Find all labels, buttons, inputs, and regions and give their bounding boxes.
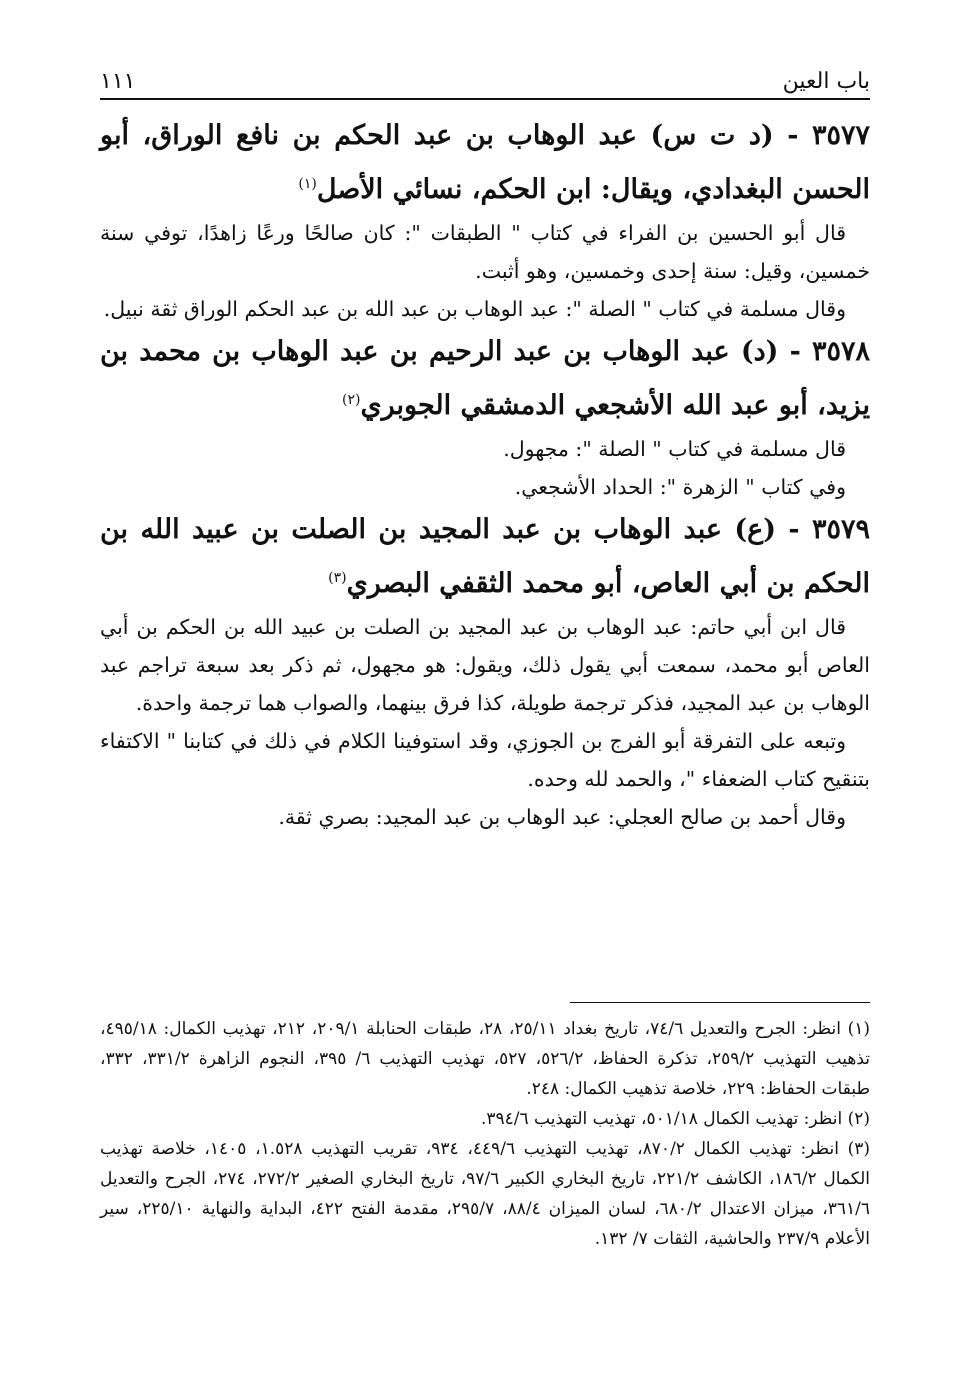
footnote-2: (٢) انظر: تهذيب الكمال ٥٠١/١٨، تهذيب التهذيب ٣٩٤/٦.: [480, 1109, 870, 1129]
entry-title: ٣٥٧٨ - (د) عبد الوهاب بن عبد الرحيم بن عبد الوهاب بن محمد بن يزيد، أبو عبد الله الأشجعي الدمشقي الجوبري$^{(٢)}$: [100, 336, 870, 421]
footnote-rule: [570, 1002, 870, 1003]
chapter-title: باب العين: [782, 69, 870, 94]
entry-3577: [100, 112, 870, 328]
book-page: [100, 0, 870, 1376]
footnote-1: (١) انظر: الجرح والتعديل ٧٤/٦، تاريخ بغداد ٢٥/١١، ٢٨، طبقات الحنابلة ٢٠٩/١، ٢١٢، تهذيب الكمال: ٤٩٥/١٨، تذهيب التهذيب ٢٥٩/٢، تذكرة الحفاظ، ٥٢٦/٢، ٥٢٧، تهذيب التهذيب ٦/ ٣٩٥، النجوم الزاهرة ٣٣١/٢، ٣٣٢، طبقات الحفاظ: ٢٢٩، خلاصة تذهيب الكمال: ٢٤٨.: [100, 1019, 871, 1099]
footnote-marker: (١): [298, 176, 317, 192]
page-number: ١١١: [100, 69, 136, 94]
entry-paragraph: وقال أحمد بن صالح العجلي: عبد الوهاب بن عبد المجيد: بصري ثقة.: [278, 805, 846, 829]
main-text: [100, 112, 870, 836]
entry-3579: [100, 506, 870, 836]
page-header: [100, 58, 870, 94]
header-rule: [100, 98, 870, 100]
entry-paragraph: قال أبو الحسين بن الفراء في كتاب " الطبقات ": كان صالحًا ورعًا زاهدًا، توفي سنة خمسين، وقيل: سنة إحدى وخمسين، وهو أثبت.: [100, 221, 870, 283]
footnote-marker: (٣): [328, 570, 347, 586]
entry-paragraph: وتبعه على التفرقة أبو الفرج بن الجوزي، وقد استوفينا الكلام في ذلك في كتابنا " الاكتفاء بتنقيح كتاب الضعفاء "، والحمد لله وحده.: [100, 729, 870, 791]
footnotes: [100, 1014, 870, 1254]
entry-title: ٣٥٧٧ - (د ت س) عبد الوهاب بن عبد الحكم بن نافع الوراق، أبو الحسن البغدادي، ويقال: ابن الحكم، نسائي الأصل$^{(١)}$: [100, 120, 870, 205]
entry-paragraph: قال مسلمة في كتاب " الصلة ": مجهول.: [503, 437, 846, 461]
footnote-3: (٣) انظر: تهذيب الكمال ٨٧٠/٢، تهذيب التهذيب ٤٤٩/٦، ٩٣٤، تقريب التهذيب ١.٥٢٨، ١٤٠٥، خلاصة تهذيب الكمال ١٨٦/٢، الكاشف ٢٢١/٢، تاريخ البخاري الكبير ٩٧/٦، تاريخ البخاري الصغير ٢٧٢/٢، ٢٧٤، الجرح والتعديل ٣٦١/٦، ميزان الاعتدال ٦٨٠/٢، لسان الميزان ٨٨/٤، ٢٩٥/٧، مقدمة الفتح ٤٢٢، البداية والنهاية ٢٢٥/١٠، سير الأعلام ٢٣٧/٩ والحاشية، الثقات ٧/ ١٣٢.: [100, 1139, 871, 1249]
entry-paragraph: وفي كتاب " الزهرة ": الحداد الأشجعي.: [514, 475, 846, 499]
entry-paragraph: وقال مسلمة في كتاب " الصلة ": عبد الوهاب بن عبد الله بن عبد الحكم الوراق ثقة نبيل.: [103, 297, 846, 321]
entry-paragraph: قال ابن أبي حاتم: عبد الوهاب بن عبد المجيد بن الصلت بن عبيد الله بن الحكم بن أبي العاص أبو محمد، سمعت أبي يقول ذلك، ويقول: هو مجهول، ثم ذكر بعد سبعة تراجم عبد الوهاب بن عبد المجيد، فذكر ترجمة طويلة، كذا فرق بينهما، والصواب هما ترجمة واحدة.: [100, 615, 870, 715]
footnote-marker: (٢): [342, 392, 361, 408]
entry-3578: [100, 328, 870, 506]
entry-title: ٣٥٧٩ - (ع) عبد الوهاب بن عبد المجيد بن الصلت بن عبيد الله بن الحكم بن أبي العاص، أبو محمد الثقفي البصري$^{(٣)}$: [100, 514, 870, 599]
